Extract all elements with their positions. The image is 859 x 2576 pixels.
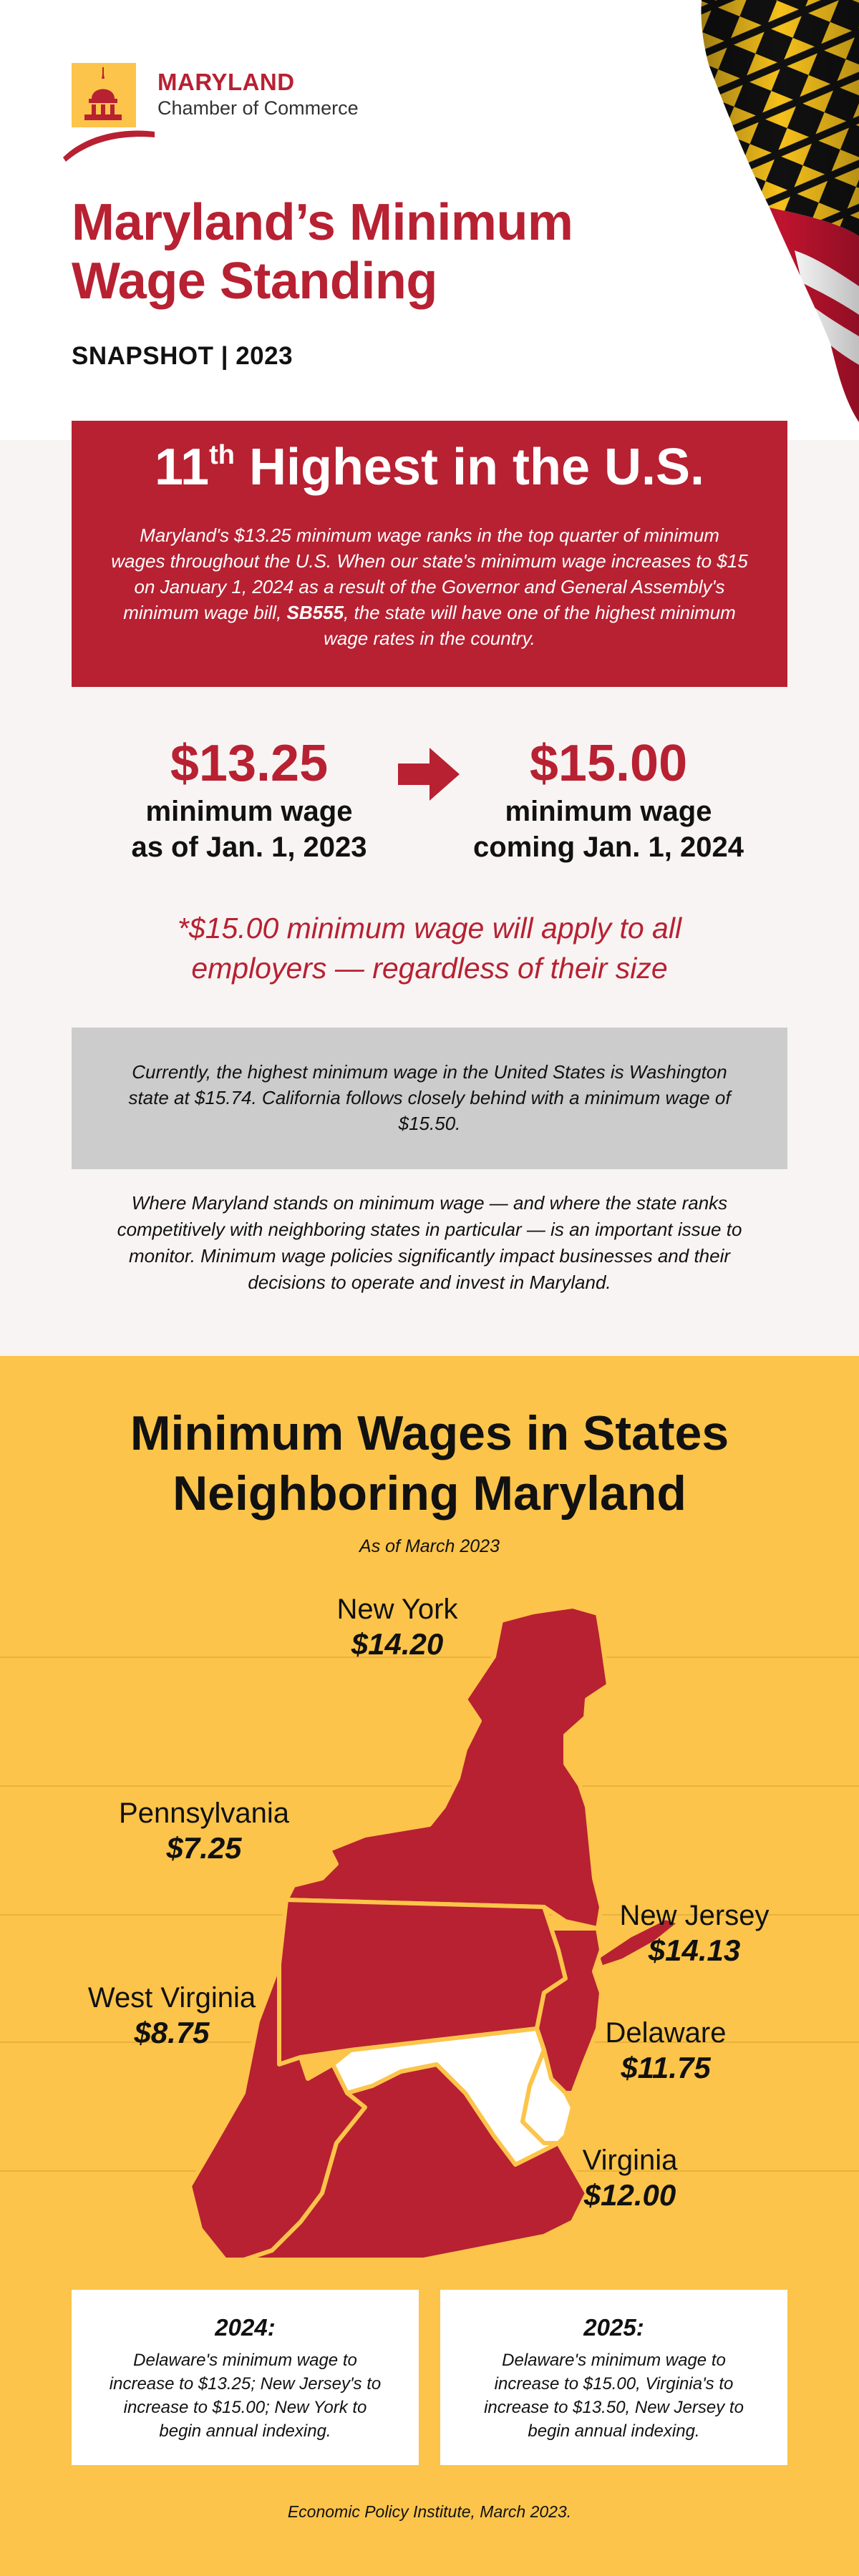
section-title-line1: Minimum Wages in States	[130, 1406, 729, 1460]
future-2024-box	[72, 2290, 419, 2465]
future-wage-date: coming Jan. 1, 2024	[473, 831, 744, 863]
future-2024-year: 2024:	[215, 2314, 276, 2341]
neighboring-states-section	[0, 1356, 859, 2576]
maryland-flag-image	[623, 0, 859, 440]
future-2025-text: Delaware's minimum wage to increase to $15.00, Virginia's to increase to $13.50, New Jersey to begin annual indexing.	[484, 2351, 744, 2441]
label-delaware: Delaware $11.75	[605, 2017, 727, 2084]
rank-title: 11th Highest in the U.S.	[154, 439, 705, 496]
stands-paragraph: Where Maryland stands on minimum wage — and where the state ranks competitively with neighboring states in particular — is an important issue to monitor. Minimum wage policies significantly impact businesses and their decisions to operate and invest in Maryland.	[117, 1192, 742, 1293]
label-new-york: New York $14.20	[336, 1594, 458, 1661]
future-2025-year: 2025:	[583, 2314, 644, 2341]
wage-standing-section	[0, 440, 859, 1356]
chamber-logo	[63, 57, 364, 165]
label-virginia: Virginia $12.00	[582, 2145, 678, 2212]
future-2025-box	[440, 2290, 787, 2465]
source-citation: Economic Policy Institute, March 2023.	[287, 2502, 572, 2521]
rank-suffix: th	[209, 440, 235, 470]
highest-wage-callout	[72, 1028, 787, 1169]
label-pennsylvania: Pennsylvania $7.25	[119, 1797, 289, 1865]
future-wage-value: $15.00	[529, 735, 688, 792]
org-subtitle: Chamber of Commerce	[157, 97, 359, 119]
section-title-line2: Neighboring Maryland	[173, 1466, 686, 1521]
rank-callout	[72, 421, 787, 687]
current-wage-date: as of Jan. 1, 2023	[131, 831, 367, 863]
label-new-jersey: New Jersey $14.13	[619, 1900, 770, 1967]
highest-wage-text: Currently, the highest minimum wage in the United States is Washington state at $15.74. California follows closely behind with a minimum wage of $15.50.	[128, 1061, 731, 1134]
label-west-virginia: West Virginia $8.75	[87, 1982, 256, 2049]
applies-note: *$15.00 minimum wage will apply to all employers — regardless of their size	[177, 912, 682, 985]
future-wage-caption: minimum wage	[505, 796, 712, 827]
future-wage	[447, 733, 770, 865]
current-wage-caption: minimum wage	[145, 796, 353, 827]
section-title	[72, 1403, 787, 1523]
current-wage	[88, 733, 410, 865]
statehouse-dome-logo	[63, 57, 156, 165]
future-2024-text: Delaware's minimum wage to increase to $13.25; New Jersey's to increase to $15.00; New York to begin annual indexing.	[109, 2351, 382, 2441]
rank-description: Maryland's $13.25 minimum wage ranks in the top quarter of minimum wages throughout the U.S. When our state's minimum wage increases to $15 on January 1, 2024 as a result of the Governor and General Assembly's minimum wage bill, SB555, the state will have one of the highest minimum wage rates in the country.	[111, 525, 748, 649]
header	[0, 0, 859, 440]
snapshot-label: SNAPSHOT | 2023	[72, 342, 293, 370]
current-wage-value: $13.25	[170, 735, 329, 792]
org-name: MARYLAND	[157, 69, 295, 95]
as-of-date: As of March 2023	[359, 1536, 500, 1556]
bill-name: SB555	[286, 602, 344, 623]
page-title: Maryland’s Minimum Wage Standing	[72, 194, 573, 310]
